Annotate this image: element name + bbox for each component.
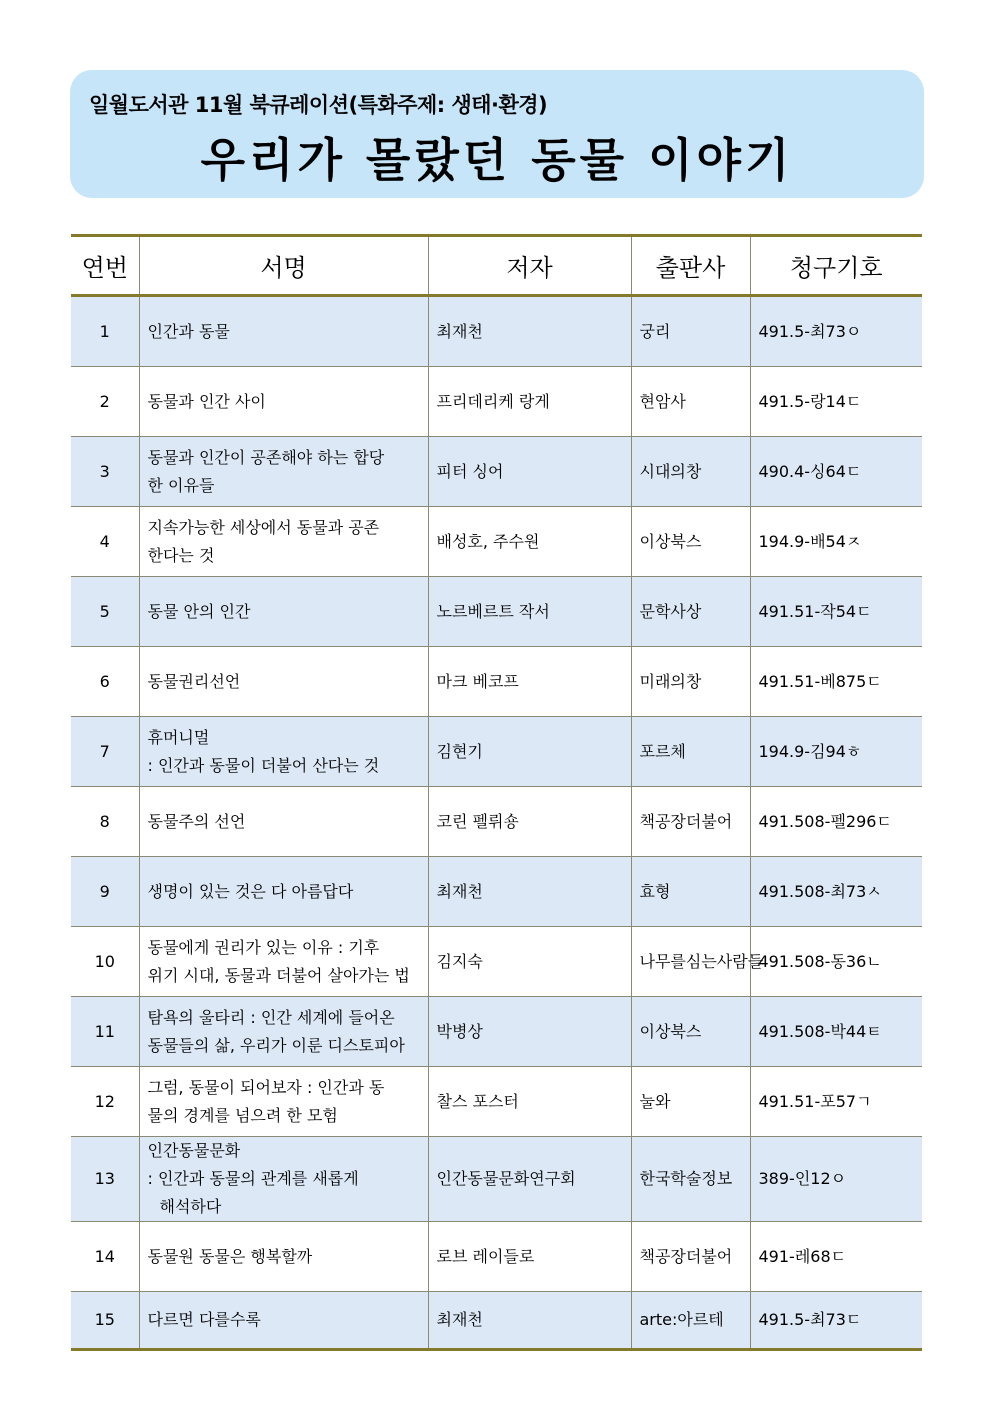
cell-number: 5 <box>71 577 139 647</box>
title-line: 물의 경계를 넘으려 한 모험 <box>147 1105 338 1125</box>
title-line: 동물권리선언 <box>147 671 241 691</box>
cell-author: 최재천 <box>428 1292 631 1350</box>
table-row <box>71 857 922 927</box>
cell-title <box>139 577 428 647</box>
cell-author: 피터 싱어 <box>428 437 631 507</box>
cell-title <box>139 1137 428 1222</box>
cell-publisher: 책공장더불어 <box>631 787 750 857</box>
table-row <box>71 1292 922 1350</box>
table-row <box>71 1067 922 1137</box>
cell-title <box>139 296 428 367</box>
cell-publisher: 효형 <box>631 857 750 927</box>
cell-number: 11 <box>71 997 139 1067</box>
title-line: : 인간과 동물의 관계를 새롭게 <box>147 1169 359 1188</box>
table-row <box>71 647 922 717</box>
cell-author: 로브 레이들로 <box>428 1222 631 1292</box>
cell-author: 코린 펠뤼숑 <box>428 787 631 857</box>
cell-title <box>139 1292 428 1350</box>
cell-title <box>139 927 428 997</box>
title-banner <box>70 70 924 198</box>
cell-call-number: 491.5-최73ㅇ <box>750 296 922 367</box>
cell-publisher: arte:아르테 <box>631 1292 750 1350</box>
cell-publisher: 현암사 <box>631 367 750 437</box>
cell-call-number: 491.508-펠296ㄷ <box>750 787 922 857</box>
title-line: 다르면 다를수록 <box>147 1310 261 1329</box>
table-row <box>71 997 922 1067</box>
cell-title <box>139 787 428 857</box>
title-line: 동물들의 삶, 우리가 이룬 디스토피아 <box>147 1035 405 1055</box>
cell-number: 14 <box>71 1222 139 1292</box>
cell-author: 김지숙 <box>428 927 631 997</box>
column-header-call-number: 청구기호 <box>750 236 922 296</box>
cell-publisher: 한국학술정보 <box>631 1137 750 1222</box>
cell-call-number: 491.508-최73ㅅ <box>750 857 922 927</box>
cell-author: 최재천 <box>428 296 631 367</box>
column-header-title: 서명 <box>139 236 428 296</box>
cell-number: 3 <box>71 437 139 507</box>
table-row <box>71 717 922 787</box>
title-line: 동물과 인간 사이 <box>147 391 266 411</box>
cell-title <box>139 647 428 717</box>
cell-title <box>139 997 428 1067</box>
cell-title <box>139 507 428 577</box>
cell-publisher: 문학사상 <box>631 577 750 647</box>
title-line: 동물주의 선언 <box>147 811 246 831</box>
cell-publisher: 포르체 <box>631 717 750 787</box>
cell-number: 4 <box>71 507 139 577</box>
cell-call-number: 389-인12ㅇ <box>750 1137 922 1222</box>
cell-call-number: 194.9-배54ㅈ <box>750 507 922 577</box>
cell-publisher: 책공장더불어 <box>631 1222 750 1292</box>
cell-title <box>139 1222 428 1292</box>
cell-call-number: 491.508-동36ㄴ <box>750 927 922 997</box>
banner-subtitle: 일월도서관 11월 북큐레이션(특화주제: 생태·환경) <box>89 93 548 117</box>
cell-number: 15 <box>71 1292 139 1350</box>
cell-title <box>139 717 428 787</box>
title-line: 인간동물문화 <box>147 1141 241 1160</box>
cell-title <box>139 367 428 437</box>
title-line: 인간과 동물 <box>147 321 230 341</box>
table-row <box>71 927 922 997</box>
cell-publisher: 이상북스 <box>631 507 750 577</box>
table-row <box>71 437 922 507</box>
table-row <box>71 577 922 647</box>
cell-call-number: 491.51-베875ㄷ <box>750 647 922 717</box>
title-line: 한 이유들 <box>147 475 215 495</box>
title-line: 동물과 인간이 공존해야 하는 합당 <box>147 447 385 467</box>
title-line: 동물 안의 인간 <box>147 601 251 621</box>
table-row <box>71 787 922 857</box>
column-header-number: 연번 <box>71 236 139 296</box>
title-line: 한다는 것 <box>147 545 215 565</box>
cell-author: 인간동물문화연구회 <box>428 1137 631 1222</box>
cell-call-number: 491.51-포57ㄱ <box>750 1067 922 1137</box>
cell-call-number: 491-레68ㄷ <box>750 1222 922 1292</box>
table-header-row <box>71 236 922 296</box>
cell-number: 8 <box>71 787 139 857</box>
cell-publisher: 미래의창 <box>631 647 750 717</box>
cell-author: 배성호, 주수원 <box>428 507 631 577</box>
table-row <box>71 507 922 577</box>
table-row <box>71 296 922 367</box>
cell-call-number: 491.5-랑14ㄷ <box>750 367 922 437</box>
table-row <box>71 1137 922 1222</box>
book-list-table <box>71 234 922 1351</box>
title-line: 지속가능한 세상에서 동물과 공존 <box>147 517 380 537</box>
banner-title: 우리가 몰랐던 동물 이야기 <box>200 133 794 187</box>
cell-author: 노르베르트 작서 <box>428 577 631 647</box>
table-row <box>71 1222 922 1292</box>
table-row <box>71 367 922 437</box>
title-line: 위기 시대, 동물과 더불어 살아가는 법 <box>147 965 410 985</box>
cell-publisher: 눌와 <box>631 1067 750 1137</box>
title-line: 생명이 있는 것은 다 아름답다 <box>147 881 354 901</box>
column-header-publisher: 출판사 <box>631 236 750 296</box>
title-line: 동물에게 권리가 있는 이유 : 기후 <box>147 937 380 957</box>
cell-number: 9 <box>71 857 139 927</box>
cell-title <box>139 437 428 507</box>
cell-title <box>139 1067 428 1137</box>
cell-number: 10 <box>71 927 139 997</box>
cell-publisher: 시대의창 <box>631 437 750 507</box>
title-line: 해석하다 <box>159 1197 222 1216</box>
title-line: 동물원 동물은 행복할까 <box>147 1246 313 1266</box>
cell-call-number: 194.9-김94ㅎ <box>750 717 922 787</box>
title-line: : 인간과 동물이 더불어 산다는 것 <box>147 755 380 775</box>
cell-title <box>139 857 428 927</box>
title-line: 탐욕의 울타리 : 인간 세계에 들어온 <box>147 1007 395 1027</box>
cell-publisher: 궁리 <box>631 296 750 367</box>
cell-number: 12 <box>71 1067 139 1137</box>
cell-call-number: 490.4-싱64ㄷ <box>750 437 922 507</box>
cell-author: 김현기 <box>428 717 631 787</box>
cell-call-number: 491.51-작54ㄷ <box>750 577 922 647</box>
cell-call-number: 491.508-박44ㅌ <box>750 997 922 1067</box>
cell-author: 최재천 <box>428 857 631 927</box>
cell-publisher: 이상북스 <box>631 997 750 1067</box>
cell-number: 6 <box>71 647 139 717</box>
cell-number: 1 <box>71 296 139 367</box>
cell-author: 찰스 포스터 <box>428 1067 631 1137</box>
cell-publisher: 나무를심는사람들 <box>631 927 750 997</box>
title-line: 휴머니멀 <box>147 727 210 747</box>
cell-author: 박병상 <box>428 997 631 1067</box>
title-line: 그럼, 동물이 되어보자 : 인간과 동 <box>147 1077 385 1097</box>
cell-call-number: 491.5-최73ㄷ <box>750 1292 922 1350</box>
cell-number: 2 <box>71 367 139 437</box>
cell-number: 7 <box>71 717 139 787</box>
cell-author: 마크 베코프 <box>428 647 631 717</box>
column-header-author: 저자 <box>428 236 631 296</box>
cell-author: 프리데리케 랑게 <box>428 367 631 437</box>
cell-number: 13 <box>71 1137 139 1222</box>
